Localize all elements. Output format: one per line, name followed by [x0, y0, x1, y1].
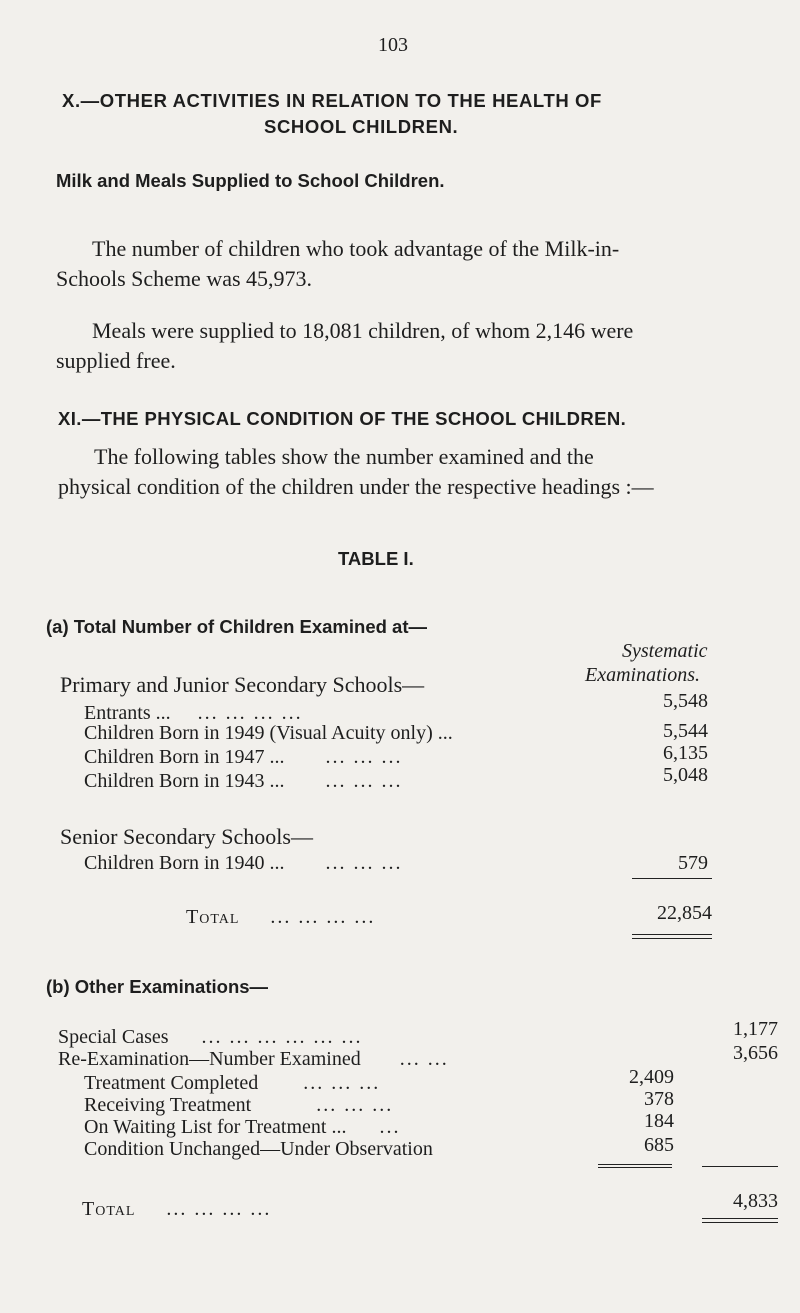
- milk-meals-subheading: Milk and Meals Supplied to School Children.: [56, 170, 445, 191]
- table-row: [84, 852, 403, 875]
- row-value: 2,409: [629, 1066, 674, 1088]
- subtotal-rule: [632, 878, 712, 879]
- total-double-rule: [702, 1222, 778, 1223]
- milk-paragraph-line1: The number of children who took advantage of the Milk-in-: [92, 236, 620, 261]
- row-label: Children Born in 1949 (Visual Acuity only) ...: [84, 722, 453, 744]
- row-label: Children Born in 1947 ...: [84, 746, 285, 768]
- section-x-heading-line1: X.—OTHER ACTIVITIES IN RELATION TO THE HEALTH OF: [62, 90, 602, 111]
- row-label: Entrants ...: [84, 702, 171, 724]
- row-label: Receiving Treatment: [84, 1094, 252, 1116]
- total-a-value: 22,854: [657, 902, 712, 924]
- row-label: Children Born in 1943 ...: [84, 770, 285, 792]
- column-heading-line1: Systematic: [622, 640, 708, 662]
- meals-paragraph-line1: Meals were supplied to 18,081 children, of whom 2,146 were: [92, 318, 634, 343]
- row-leader-dots: ... ... ...: [325, 746, 403, 768]
- part-b-heading: (b) Other Examinations—: [46, 976, 269, 997]
- row-label: Special Cases: [58, 1026, 169, 1048]
- physical-paragraph-line1: The following tables show the number examined and the: [94, 444, 594, 469]
- meals-paragraph-line2: supplied free.: [56, 348, 176, 373]
- senior-schools-heading: Senior Secondary Schools—: [60, 824, 313, 849]
- table-row: [58, 1048, 449, 1071]
- section-xi-heading: XI.—THE PHYSICAL CONDITION OF THE SCHOOL CHILDREN.: [58, 408, 627, 429]
- special-value: 1,177: [733, 1018, 778, 1040]
- row-value: 184: [644, 1110, 674, 1132]
- total-a-row: [186, 906, 375, 929]
- column-heading-line2: Examinations.: [585, 664, 700, 686]
- page-number: 103: [378, 34, 408, 56]
- row-value: 579: [678, 852, 708, 874]
- milk-paragraph-line2: Schools Scheme was 45,973.: [56, 266, 313, 291]
- row-value: 5,048: [663, 764, 708, 786]
- milk-paragraph: [56, 234, 619, 294]
- table-title: TABLE I.: [338, 548, 414, 569]
- section-x-heading-line2: SCHOOL CHILDREN.: [264, 116, 459, 137]
- row-leader-dots: ... ... ...: [316, 1094, 394, 1116]
- row-leader-dots: ... ... ...: [325, 770, 403, 792]
- row-leader-dots: ... ... ... ...: [197, 702, 303, 724]
- table-row: [84, 1138, 433, 1161]
- row-leader-dots: ...: [379, 1116, 401, 1138]
- row-leader-dots: ... ... ... ... ... ...: [201, 1026, 363, 1048]
- row-value: 6,135: [663, 742, 708, 764]
- total-double-rule: [702, 1218, 778, 1219]
- row-value: 378: [644, 1088, 674, 1110]
- total-double-rule: [632, 938, 712, 939]
- physical-paragraph-line2: physical condition of the children under the respective headings :—: [58, 474, 654, 499]
- row-leader-dots: ... ...: [399, 1048, 449, 1070]
- row-value: 685: [644, 1134, 674, 1156]
- table-row: [84, 1116, 400, 1139]
- total-double-rule: [632, 934, 712, 935]
- row-label: Condition Unchanged—Under Observation: [84, 1138, 433, 1160]
- subtotal-rule: [702, 1166, 778, 1167]
- row-leader-dots: ... ... ... ...: [166, 1198, 272, 1220]
- table-row: [58, 1026, 363, 1049]
- row-label: Treatment Completed: [84, 1072, 259, 1094]
- total-a-label: Total: [186, 906, 240, 928]
- row-label: Children Born in 1940 ...: [84, 852, 285, 874]
- table-row: [84, 746, 403, 769]
- row-label: On Waiting List for Treatment ...: [84, 1116, 347, 1138]
- physical-condition-paragraph: [58, 442, 654, 502]
- subtotal-rule: [598, 1167, 672, 1168]
- subtotal-rule: [598, 1164, 672, 1165]
- row-label: Re-Examination—Number Examined: [58, 1048, 361, 1070]
- row-leader-dots: ... ... ...: [303, 1072, 381, 1094]
- part-a-heading: (a) Total Number of Children Examined at—: [46, 616, 428, 637]
- table-row: [84, 770, 403, 793]
- row-value: 5,544: [663, 720, 708, 742]
- primary-schools-heading: Primary and Junior Secondary Schools—: [60, 672, 425, 697]
- table-row: [84, 722, 453, 745]
- row-value: 5,548: [663, 690, 708, 712]
- table-row: [84, 1072, 380, 1095]
- row-leader-dots: ... ... ... ...: [270, 906, 376, 928]
- total-b-row: [82, 1198, 271, 1221]
- total-b-label: Total: [82, 1198, 136, 1220]
- total-b-value: 4,833: [733, 1190, 778, 1212]
- meals-paragraph: [56, 316, 633, 376]
- reexam-value: 3,656: [733, 1042, 778, 1064]
- row-leader-dots: ... ... ...: [325, 852, 403, 874]
- table-row: [84, 1094, 393, 1117]
